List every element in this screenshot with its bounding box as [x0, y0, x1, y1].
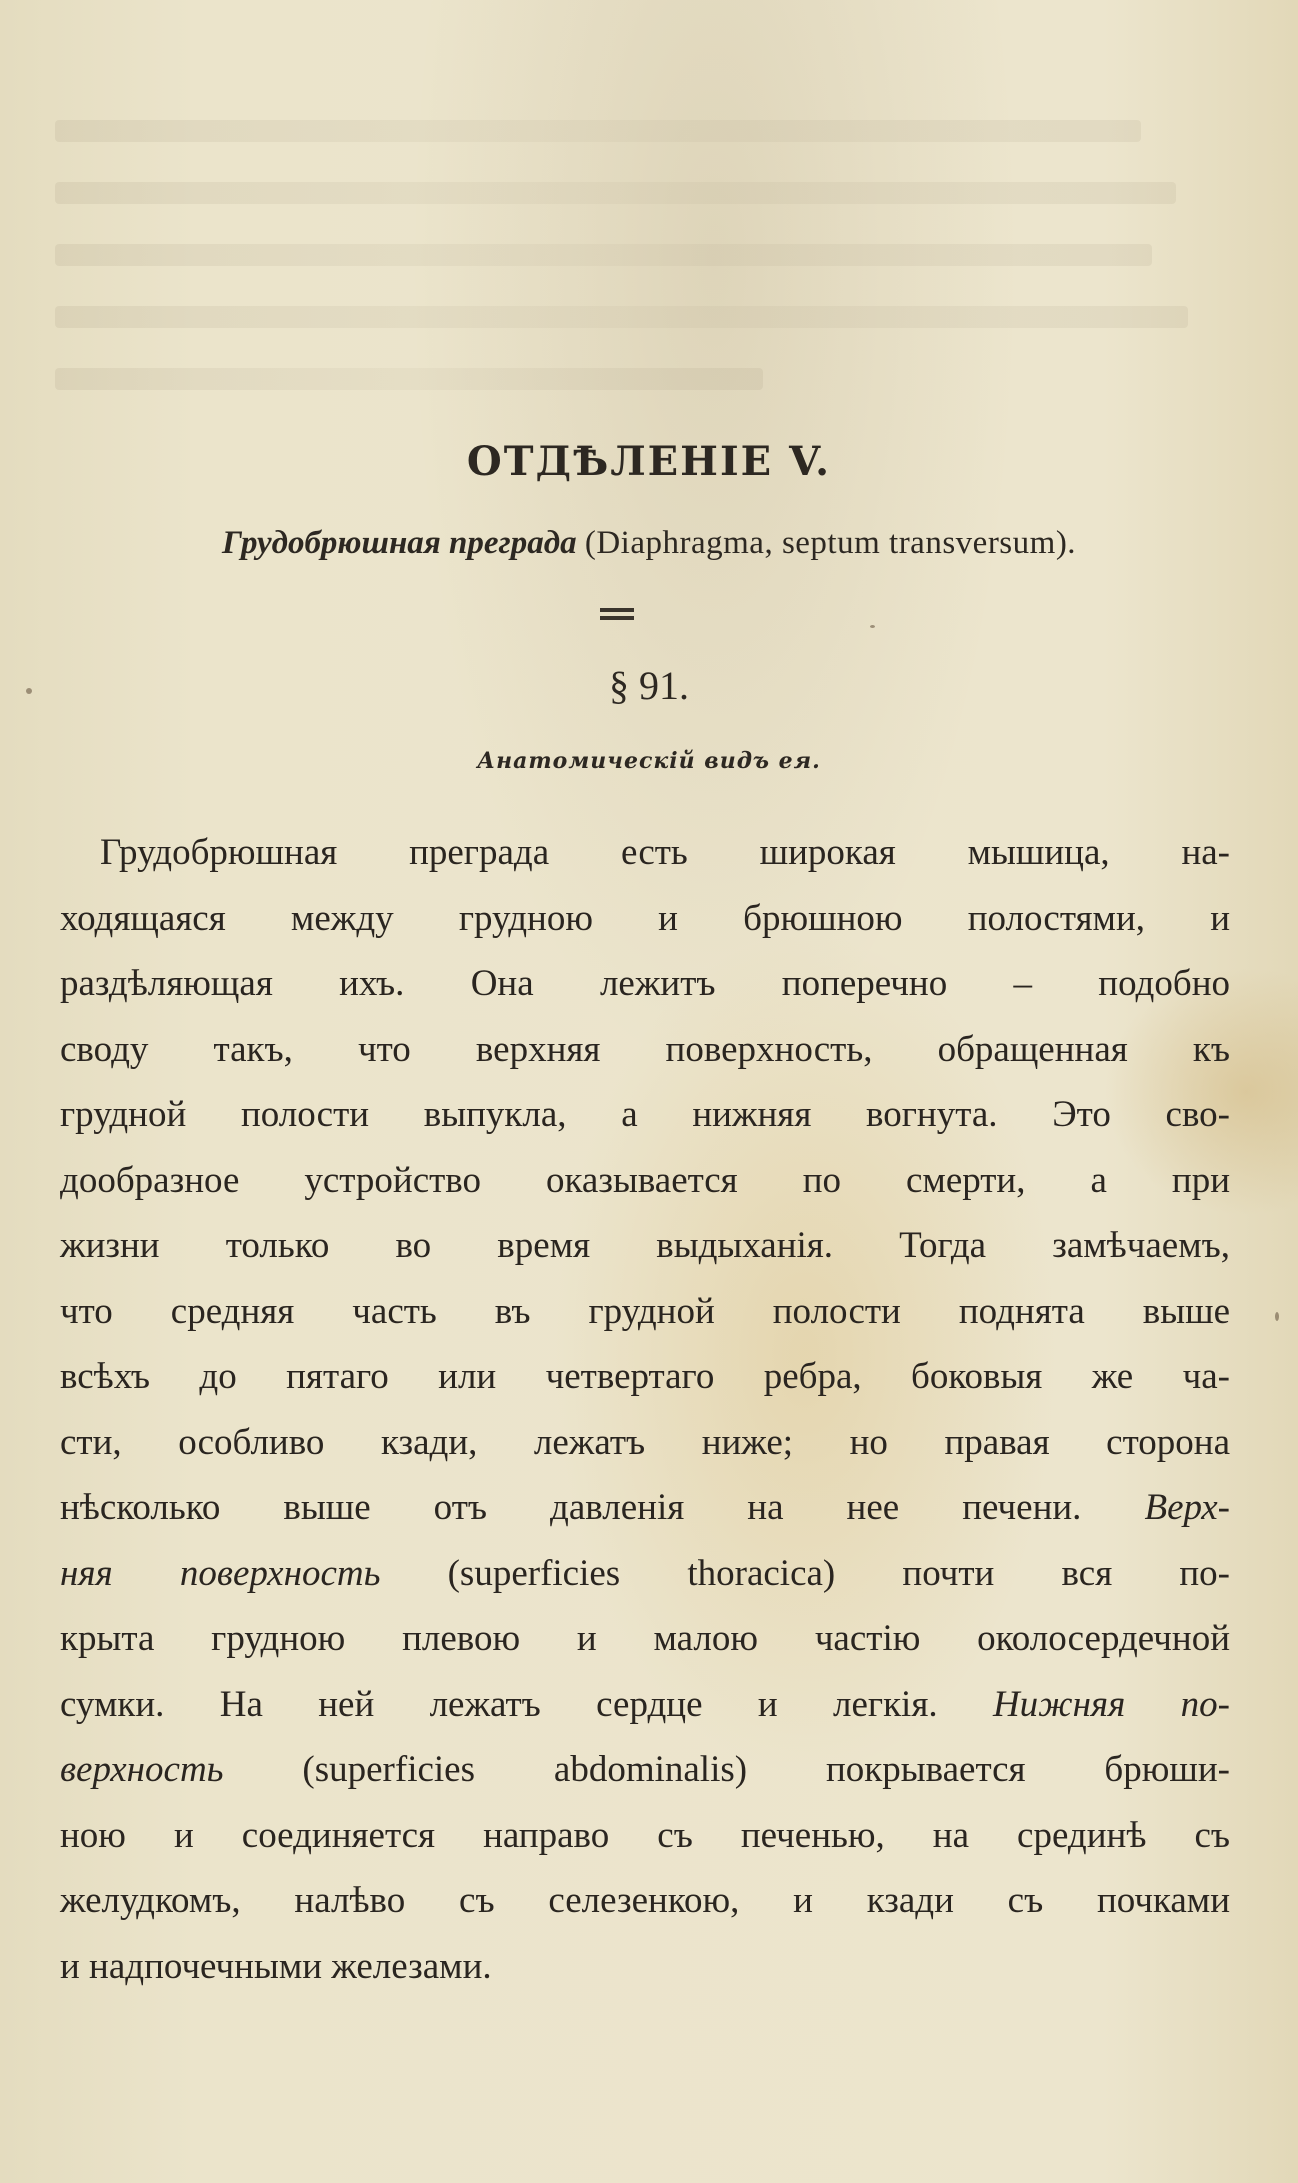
text-segment: жизни только во время выдыханія. Тогда замѣчаемъ, — [60, 1225, 1230, 1266]
text-segment: ходящаяся между грудною и брюшною полостями, и — [60, 897, 1230, 939]
text-line — [60, 1868, 1230, 1934]
text-segment: что средняя часть въ грудной полости поднята выше — [60, 1290, 1230, 1332]
italic-term: Верх- — [1144, 1487, 1230, 1528]
text-line — [60, 1213, 1230, 1279]
text-line — [60, 1082, 1230, 1148]
text-line — [60, 1803, 1230, 1869]
text-segment: и надпочечными железами. — [60, 1945, 492, 1987]
bleed-line — [55, 368, 763, 390]
section-title: ОТДѢЛЕНІЕ V. — [466, 438, 832, 485]
text-line — [60, 1541, 1230, 1607]
text-line — [60, 820, 1230, 886]
subtitle-russian: Грудобрюшная преграда — [221, 525, 577, 561]
paper-speck — [870, 625, 875, 628]
subtitle-latin: (Diaphragma, septum transversum). — [584, 525, 1077, 561]
bleed-line — [55, 182, 1176, 204]
text-segment: Грудобрюшная преграда есть широкая мышица, на- — [100, 832, 1230, 873]
text-segment: желудкомъ, налѣво съ селезенкою, и кзади съ почками — [60, 1880, 1230, 1921]
text-segment: ною и соединяется направо съ печенью, на срединѣ съ — [60, 1814, 1230, 1856]
text-line — [60, 951, 1230, 1017]
text-segment: дообразное устройство оказывается по смерти, а при — [60, 1159, 1230, 1201]
text-segment: всѣхъ до пятаго или четвертаго ребра, боковыя же ча- — [60, 1356, 1230, 1397]
section-subtitle — [0, 525, 1298, 562]
paragraph-heading: Анатомическій видъ ея. — [477, 748, 821, 774]
double-rule-divider — [600, 608, 634, 620]
text-line — [60, 1017, 1230, 1083]
paper-speck — [26, 688, 32, 694]
italic-term: няя поверхность — [60, 1552, 381, 1594]
text-line — [60, 1737, 1230, 1803]
text-segment: сумки. На ней лежатъ сердце и легкія. — [60, 1683, 993, 1725]
text-line — [60, 1475, 1230, 1541]
text-segment: грудной полости выпукла, а нижняя вогнута. Это сво- — [60, 1094, 1230, 1135]
text-line — [60, 1344, 1230, 1410]
bleed-line — [55, 244, 1152, 266]
text-segment: сти, особливо кзади, лежатъ ниже; но правая сторона — [60, 1421, 1230, 1463]
bleed-line — [55, 120, 1141, 142]
text-segment: своду такъ, что верхняя поверхность, обращенная къ — [60, 1028, 1230, 1070]
text-line — [60, 1672, 1230, 1738]
text-segment: раздѣляющая ихъ. Она лежитъ поперечно – подобно — [60, 963, 1230, 1004]
paper-speck — [1275, 1312, 1279, 1321]
italic-term: Нижняя по- — [992, 1683, 1230, 1725]
text-segment: крыта грудною плевою и малою частію околосердечной — [60, 1618, 1230, 1659]
paragraph-number: § 91. — [609, 663, 689, 708]
text-line — [60, 1279, 1230, 1345]
text-line — [60, 1410, 1230, 1476]
text-segment: (superficies thoracica) почти вся по- — [380, 1552, 1231, 1594]
text-line — [60, 1606, 1230, 1672]
text-segment: (superficies abdominalis) покрывается брюши- — [223, 1749, 1230, 1790]
text-segment: нѣсколько выше отъ давленія на нее печени. — [60, 1487, 1145, 1528]
text-line — [60, 1934, 1230, 2000]
bleed-through-text — [55, 120, 1235, 440]
body-text — [60, 820, 1230, 1999]
bleed-line — [55, 306, 1188, 328]
text-line — [60, 886, 1230, 952]
text-line — [60, 1148, 1230, 1214]
italic-term: верхность — [60, 1749, 224, 1790]
